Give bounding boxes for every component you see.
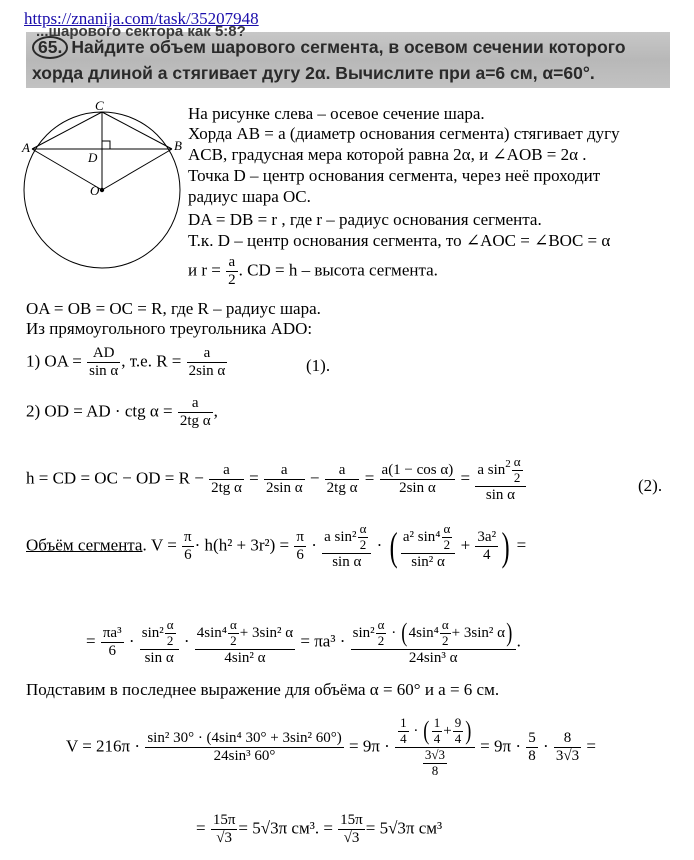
frac-pi-6 <box>182 529 194 565</box>
frac-den: 2tg α <box>179 413 211 430</box>
segment-ac <box>32 112 102 149</box>
frac-num: a <box>178 395 213 413</box>
paren-close: ) <box>506 618 513 648</box>
frac-h1 <box>209 462 244 498</box>
task-banner <box>26 23 670 88</box>
frac-num: α <box>359 521 367 536</box>
r-equals: и r = <box>188 260 221 280</box>
frac-sin2-sin <box>140 618 179 667</box>
frac-den: 2sin α <box>188 363 226 380</box>
frac-den: √3 <box>343 830 360 847</box>
intro-line-6: DA = DB = r , где r – радиус основания сегмента. <box>188 210 542 229</box>
frac-den: 6 <box>184 547 192 564</box>
frac-num <box>401 522 455 554</box>
frac-alpha-2 <box>228 618 239 649</box>
paren-open: ( <box>401 618 408 648</box>
frac-den: 2 <box>377 632 385 648</box>
frac-3a2-4 <box>475 529 498 565</box>
frac-den: 6 <box>108 643 116 660</box>
frac-num: $\frac{1}{4}$ · ( $\frac{1}{4}$ + $\frac{9}{4}$ ) <box>395 716 475 748</box>
step2-pre: 2) OD = AD · ctg α = <box>26 401 173 421</box>
frac-num: 15π <box>211 812 238 830</box>
result-b-pre: = <box>323 818 333 838</box>
volume-formula-1: Объём сегмента. V = $\frac{\pi}{6}$ · h(h² + 3r²) = $\frac{\pi}{6}$ · a sin² $\frac{\alpha}{2}$ sin α · ( a² sin⁴ $\frac{\alpha}{2}$ sin² α + $\frac{\text{3a²}}{4}$ ) = <box>26 521 527 570</box>
frac-inner <box>401 522 455 571</box>
frac-ad-sin <box>87 345 120 381</box>
frac-den: 2 <box>513 469 521 485</box>
intro-line-3: ACB, градусная мера которой равна 2α, и ∠AOB = 2α . <box>188 145 587 164</box>
eq-tag-2: (2). <box>638 476 663 495</box>
frac-den: 2tg α <box>326 480 358 497</box>
frac-num <box>140 618 179 650</box>
sin2: sin² <box>141 624 164 641</box>
frac-den: 2 <box>230 632 237 648</box>
frac-asin <box>322 522 371 571</box>
frac-num: 3√3 <box>424 746 446 762</box>
frac-den: sin α <box>144 649 174 666</box>
frac-num: a(1 − cos α) <box>380 462 456 480</box>
frac-den: sin α <box>89 363 119 380</box>
frac-den: 2 <box>228 272 236 289</box>
label-b: B <box>174 138 182 153</box>
frac-num: 8 <box>554 730 581 748</box>
frac-h2 <box>264 462 305 498</box>
intro-line-2: Хорда AB = a (диаметр основания сегмента) стягивает дугу <box>188 124 620 143</box>
frac-num: a <box>209 462 244 480</box>
frac-den: 4 <box>454 730 462 746</box>
step-1 <box>26 345 228 381</box>
substitute-line: Подставим в последнее выражение для объёма α = 60° и a = 6 см. <box>26 680 500 699</box>
cd-height: . CD = h – высота сегмента. <box>238 260 438 280</box>
frac-pia3-6 <box>101 625 124 661</box>
frac-den: 4sin² α <box>224 649 266 666</box>
frac-num: α <box>513 454 521 469</box>
frac-den <box>395 748 475 779</box>
banner-cut-line: ...шарового сектора как 5:8? <box>36 23 246 40</box>
frac-den: 2 <box>442 632 449 648</box>
frac-5-8 <box>526 730 538 766</box>
frac-den: 8 <box>528 747 536 764</box>
frac-15pi-sqrt3-b <box>338 812 365 848</box>
frac-den: 4 <box>483 547 491 564</box>
label-o: O <box>90 183 100 198</box>
intro-line-7: Т.к. D – центр основания сегмента, то ∠AOC = ∠BOC = α <box>188 231 611 250</box>
eq-tag-1: (1). <box>306 356 331 375</box>
volume-formula-2: = $\frac{\text{πa³}}{6}$ · sin² $\frac{\alpha}{2}$ sin α · 4sin⁴ $\frac{\alpha}{2}$ + 3sin² α 4sin² α = πa³ · sin² $\frac{\alpha}{2}$ · (4sin⁴ $\frac{\alpha}{2}$ + 3sin² α) 24sin³ α . <box>86 617 521 666</box>
eq-9pi-b: = 9π · <box>480 736 521 756</box>
frac-alpha-2 <box>440 618 451 649</box>
frac-num: a <box>325 462 360 480</box>
frac-num <box>475 455 525 487</box>
segment-bo <box>102 149 172 190</box>
frac-den: sin² α <box>411 553 445 570</box>
right-angle-mark <box>102 141 110 149</box>
step2-post: , <box>213 401 218 421</box>
height-formula: h = CD = OC − OD = R − $\frac{a}{\text{2tg α}}$ = $\frac{a}{\text{2sin α}}$ − $\frac{a}{\text{2tg α}}$ = $\frac{\text{a(1 − cos α)}}{\text{2sin α}}$ = a $\sin^2$ $\frac{\alpha}{2}$ sin α <box>26 455 527 504</box>
frac-9-4 <box>453 716 464 747</box>
frac-3sqrt3-8 <box>423 748 447 779</box>
eq-pia3: = πa³ · <box>300 631 346 651</box>
intro-line-1: На рисунке слева – осевое сечение шара. <box>188 104 485 123</box>
4sin4: 4sin⁴ <box>408 624 439 641</box>
frac-num: a <box>264 462 305 480</box>
sup-2: 2 <box>505 457 511 470</box>
calc-end: = <box>586 736 596 756</box>
step1-pre: 1) OA = <box>26 351 82 371</box>
frac-den: sin α <box>332 553 362 570</box>
frac-num: π <box>294 529 306 547</box>
frac-den: 6 <box>296 547 304 564</box>
period: . <box>516 631 521 651</box>
frac-den: √3 <box>216 830 232 847</box>
frac-8-3sqrt3 <box>554 730 581 766</box>
banner-line-2: хорда длиной a стягивает дугу 2α. Вычислите при a=6 см, α=60°. <box>32 63 595 83</box>
triangle-line: Из прямоугольного треугольника ADO: <box>26 319 313 338</box>
frac-den: 2tg α <box>211 480 242 497</box>
frac-den: 4 <box>400 730 407 746</box>
v-216pi: V = 216π · <box>66 736 141 756</box>
intro-line-4: Точка D – центр основания сегмента, через неё проходит <box>188 166 601 185</box>
frac-num: α <box>441 617 449 632</box>
v-mid: · h(h² + 3r²) = <box>194 535 290 555</box>
v-end: = <box>516 535 527 555</box>
frac-nested <box>395 716 475 779</box>
frac-num: 3a² <box>475 529 498 547</box>
frac-den: 4 <box>433 730 441 746</box>
frac-den: 8 <box>431 762 439 778</box>
frac-num: α <box>166 617 174 632</box>
banner-line-1 <box>32 36 626 59</box>
a-sin2: a sin² <box>324 528 357 545</box>
frac-h4 <box>380 462 456 498</box>
frac-alpha-2 <box>376 618 387 649</box>
plus-3sin2: + 3sin² α <box>239 624 294 641</box>
frac-alpha-2 <box>442 522 453 553</box>
result-a: = 5√3π см³. <box>238 818 320 838</box>
banner-text-1: Найдите объем шарового сегмента, в осевом сечении которого <box>71 37 626 57</box>
frac-alpha-2 <box>358 522 369 553</box>
paren-close: ) <box>465 716 472 746</box>
frac-big <box>351 618 516 667</box>
frac-num: π <box>182 529 194 547</box>
frac-num: 15π <box>338 812 365 830</box>
frac-num: sin² 30° · (4sin⁴ 30° + 3sin² 60°) <box>145 730 343 748</box>
frac-a-2sin <box>187 345 228 381</box>
frac-a-over-2 <box>226 254 238 290</box>
frac-den: 2sin α <box>399 480 436 497</box>
result-line: = $\frac{15\pi}{√3}$ = 5√3π см³. = $\frac{15\pi}{√3}$ = 5√3π см³ <box>196 812 443 847</box>
frac-h3 <box>325 462 360 498</box>
frac-num: 1 <box>400 715 407 730</box>
task-number: 65. <box>32 36 68 59</box>
a2-sin4: a² sin⁴ <box>402 528 441 545</box>
frac-1-4 <box>398 716 409 747</box>
frac-a-2tg <box>178 395 213 431</box>
step1-mid: , т.е. R = <box>121 351 182 371</box>
frac-h5 <box>475 455 525 504</box>
frac-num: 1 <box>433 715 441 730</box>
step-2 <box>26 395 218 431</box>
eq-9pi: = 9π · <box>349 736 390 756</box>
intro-line-8 <box>188 254 438 290</box>
frac-den: 24sin³ 60° <box>213 747 276 764</box>
frac-den: 24sin³ α <box>408 649 458 666</box>
label-c: C <box>95 98 104 113</box>
source-link[interactable]: https://znanija.com/task/35207948 <box>24 9 259 28</box>
calculation: V = 216π · $\frac{\text{sin² 30° · (4sin⁴ 30° + 3sin² 60°)}}{\text{24sin³ 60°}}$ = 9π · $\frac{1}{4}$ · ( $\frac{1}{4}$ + $\frac{9}{4}$ ) $\frac{3√3}{8}$ = 9π · $\frac{5}{8}$ · $\frac{8}{3√3}$ = <box>66 715 596 778</box>
sin2: sin² <box>352 624 375 641</box>
center-point <box>100 188 104 192</box>
4sin4: 4sin⁴ <box>196 624 227 641</box>
frac-4sin4 <box>195 618 295 667</box>
frac-num: AD <box>87 345 120 363</box>
frac-num: a <box>187 345 228 363</box>
frac-den: 3√3 <box>555 747 580 764</box>
segment-bc <box>102 112 172 149</box>
frac-num: a <box>226 254 238 272</box>
frac-den: sin α <box>485 486 516 503</box>
frac-den: 2 <box>166 632 174 648</box>
frac-num: α <box>377 617 385 632</box>
frac-num: sin² $\frac{\alpha}{2}$ · (4sin⁴ $\frac{\alpha}{2}$ + 3sin² α) <box>351 618 516 650</box>
h-pre: h = CD = OC − OD = R − <box>26 468 204 488</box>
frac-num <box>322 522 371 554</box>
paren-open: ( <box>389 523 398 569</box>
frac-num: α <box>229 617 237 632</box>
frac-pi-6b <box>294 529 306 565</box>
frac-den: 2sin α <box>265 480 303 497</box>
frac-num: 9 <box>454 715 462 730</box>
label-d: D <box>88 150 98 165</box>
frac-den: 2 <box>359 536 367 552</box>
intro-line-5: радиус шара OC. <box>188 187 311 206</box>
paren-close: ) <box>501 523 510 569</box>
radii-line: OA = OB = OC = R, где R – радиус шара. <box>26 299 321 318</box>
frac-num: α <box>443 521 451 536</box>
frac-num <box>195 618 295 650</box>
frac-num: 5 <box>526 730 538 748</box>
frac-den: 2 <box>443 536 451 552</box>
frac-1-4b <box>432 716 443 747</box>
frac-num: πa³ <box>101 625 124 643</box>
paren-open: ( <box>423 716 430 746</box>
a-sin: a sin <box>477 461 506 478</box>
result-b: = 5√3π см³ <box>365 818 443 838</box>
sphere-section-figure <box>22 96 182 286</box>
volume-label: Объём сегмента <box>26 535 143 555</box>
frac-alpha-2 <box>165 618 176 649</box>
v-equals: V = <box>150 535 177 555</box>
label-a: A <box>22 140 30 155</box>
frac-15pi-sqrt3 <box>211 812 238 848</box>
frac-calc <box>145 730 343 766</box>
plus-3sin2: + 3sin² α <box>451 624 505 641</box>
frac-alpha-2 <box>512 455 523 486</box>
